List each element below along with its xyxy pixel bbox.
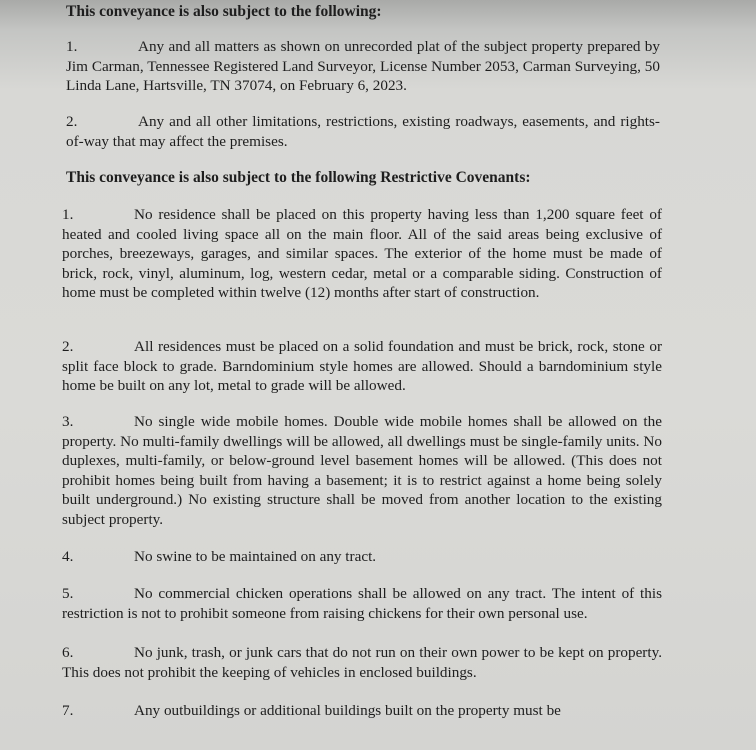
item-number: 3.: [62, 413, 74, 430]
item-number: 2.: [66, 113, 78, 130]
item-number: 1.: [62, 206, 74, 223]
item-text: No junk, trash, or junk cars that do not run on their own power to be kept on property. This does not prohibit the keeping of vehicles in enclosed buildings.: [62, 644, 662, 681]
item-number: 7.: [62, 702, 74, 719]
item-text: No commercial chicken operations shall be allowed on any tract. The intent of this restriction is not to prohibit someone from raising chickens for their own personal use.: [62, 585, 662, 622]
covenant-item-2: [62, 337, 662, 396]
item-number: 6.: [62, 644, 74, 661]
covenant-item-1: [62, 205, 662, 303]
covenant-item-3: [62, 412, 662, 530]
covenant-item-4: [62, 547, 662, 567]
covenant-item-7: [62, 701, 662, 721]
general-item-1: [66, 37, 660, 96]
item-text: Any and all other limitations, restrictions, existing roadways, easements, and rights-of-way that may affect the premises.: [66, 113, 660, 150]
item-number: 5.: [62, 585, 74, 602]
covenant-item-5: [62, 584, 662, 623]
item-text: No single wide mobile homes. Double wide mobile homes shall be allowed on the property. No multi-family dwellings will be allowed, all dwellings must be single-family units. No duplexes, multi-family, or below-ground level basement homes will be allowed. (This does not prohibit homes being built from having a basement; it is to restrict against a home being solely built underground.) No existing structure shall be moved from another location to the existing subject property.: [62, 413, 662, 528]
item-number: 1.: [66, 38, 78, 55]
item-number: 2.: [62, 338, 74, 355]
item-number: 4.: [62, 548, 74, 565]
section-heading-conveyance: This conveyance is also subject to the following:: [66, 3, 382, 20]
item-text: All residences must be placed on a solid foundation and must be brick, rock, stone or split face block to grade. Barndominium style homes are allowed. Should a barndominium style home be built on any lot, metal to grade will be allowed.: [62, 338, 662, 395]
general-item-2: [66, 112, 660, 151]
covenant-item-6: [62, 643, 662, 682]
item-text: No swine to be maintained on any tract.: [134, 548, 377, 565]
item-text: Any and all matters as shown on unrecorded plat of the subject property prepared by Jim Carman, Tennessee Registered Land Surveyor, License Number 2053, Carman Surveying, 50 Linda Lane, Hartsville, TN 37074, on February 6, 2023.: [66, 38, 660, 95]
item-text: Any outbuildings or additional buildings built on the property must be: [134, 702, 561, 719]
section-heading-covenants: This conveyance is also subject to the following Restrictive Covenants:: [66, 169, 531, 186]
item-text: No residence shall be placed on this property having less than 1,200 square feet of heated and cooled living space all on the main floor. All of the said areas being exclusive of porches, breezeways, garages, and similar spaces. The exterior of the home must be made of brick, rock, vinyl, aluminum, log, western cedar, metal or a comparable siding. Construction of home must be completed within twelve (12) months after start of construction.: [62, 206, 662, 302]
